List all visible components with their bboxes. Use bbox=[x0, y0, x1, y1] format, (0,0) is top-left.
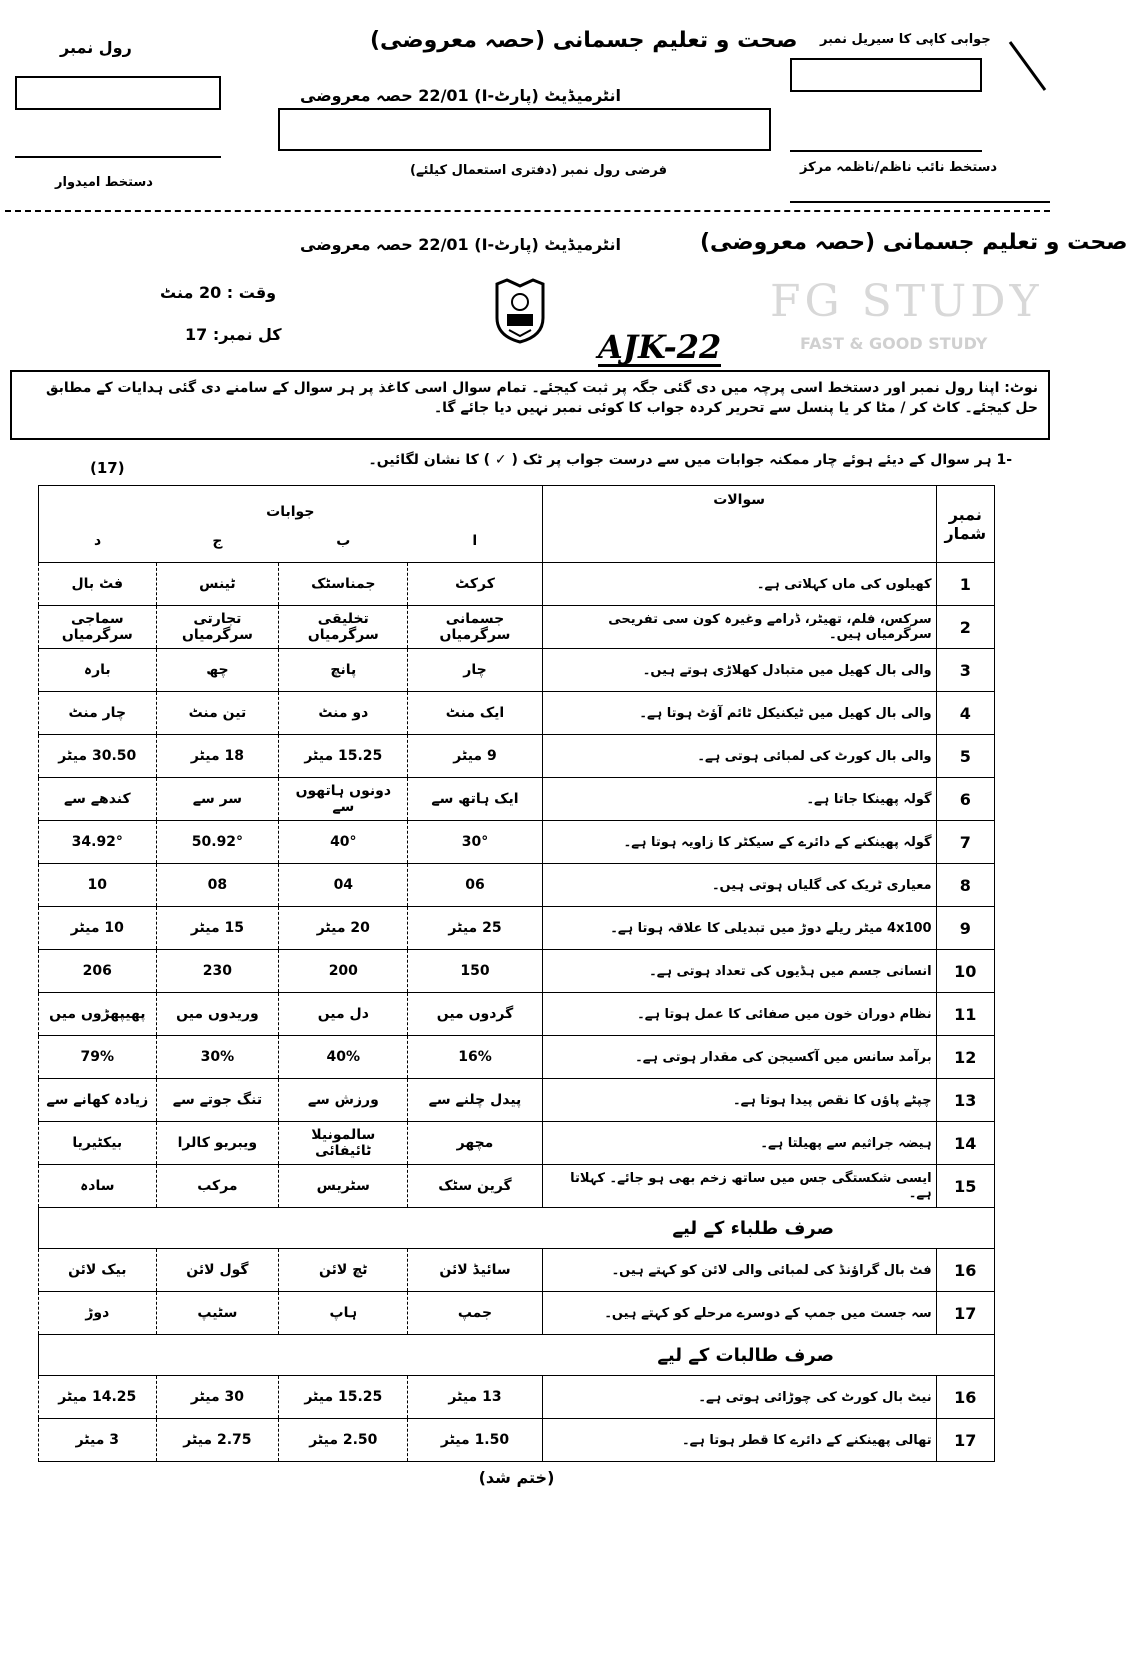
question-row bbox=[39, 649, 995, 692]
question-text: گولہ پھینکا جاتا ہے۔ bbox=[542, 778, 936, 821]
answer-option-a[interactable]: 9 میٹر bbox=[408, 735, 542, 778]
paper-title: صحت و تعلیم جسمانی (حصہ معروضی) bbox=[700, 230, 1127, 255]
answer-option-d[interactable]: بارہ bbox=[39, 649, 157, 692]
answer-option-c[interactable]: چھ bbox=[156, 649, 279, 692]
answer-option-d[interactable]: 10 bbox=[39, 864, 157, 907]
table-header-row bbox=[39, 486, 995, 521]
question-number: 6 bbox=[936, 778, 994, 821]
question-text: معیاری ٹریک کی گلیاں ہوتی ہیں۔ bbox=[542, 864, 936, 907]
divider-line bbox=[790, 201, 1050, 203]
answer-option-b[interactable]: دونوں ہاتھوں سے bbox=[279, 778, 408, 821]
question-text: فٹ بال گراؤنڈ کی لمبائی والی لائن کو کہتے ہیں۔ bbox=[542, 1249, 936, 1292]
answer-option-d[interactable]: 206 bbox=[39, 950, 157, 993]
question-row bbox=[39, 993, 995, 1036]
answer-option-b[interactable]: 2.50 میٹر bbox=[279, 1419, 408, 1462]
serial-label: جوابی کاپی کا سیریل نمبر bbox=[820, 32, 991, 47]
instructions-note: نوٹ: اپنا رول نمبر اور دستخط اسی پرچہ میں دی گئی جگہ پر ثبت کیجئے۔ تمام سوال اسی کاغذ پر ہر سوال کے سامنے دی گئی ہدایات کے مطابق حل کیجئے۔ کاٹ کر / مٹا کر یا پنسل سے تحریر کردہ جواب کا کوئی نمبر نہیں دیا جائے گا۔ bbox=[10, 370, 1050, 440]
section-header-row bbox=[39, 1335, 995, 1376]
answer-option-d[interactable]: بیک لائن bbox=[39, 1249, 157, 1292]
question-row bbox=[39, 692, 995, 735]
answer-option-a[interactable]: پیدل چلنے سے bbox=[408, 1079, 542, 1122]
answer-option-c[interactable]: سٹیپ bbox=[156, 1292, 279, 1335]
fake-roll-label: فرضی رول نمبر (دفتری استعمال کیلئے) bbox=[410, 163, 668, 178]
option-d-label: د bbox=[39, 520, 157, 563]
question-text: والی بال کھیل میں متبادل کھلاڑی ہوتے ہیں۔ bbox=[542, 649, 936, 692]
answer-option-d[interactable]: سماجی سرگرمیاں bbox=[39, 606, 157, 649]
handwritten-code: AJK-22 bbox=[598, 328, 722, 366]
answer-option-b[interactable]: پانچ bbox=[279, 649, 408, 692]
question-row bbox=[39, 778, 995, 821]
answer-option-b[interactable]: تخلیقی سرگرمیاں bbox=[279, 606, 408, 649]
answer-option-a[interactable]: 1.50 میٹر bbox=[408, 1419, 542, 1462]
top-title: صحت و تعلیم جسمانی (حصہ معروضی) bbox=[370, 28, 798, 53]
question-text: تھالی پھینکنے کے دائرے کا قطر ہوتا ہے۔ bbox=[542, 1419, 936, 1462]
answer-option-a[interactable]: 25 میٹر bbox=[408, 907, 542, 950]
roll-no-label: رول نمبر bbox=[60, 38, 132, 57]
question-row bbox=[39, 864, 995, 907]
question-number: 14 bbox=[936, 1122, 994, 1165]
question-row bbox=[39, 606, 995, 649]
board-logo-icon bbox=[493, 278, 547, 344]
answer-option-a[interactable]: گردوں میں bbox=[408, 993, 542, 1036]
question-number: 11 bbox=[936, 993, 994, 1036]
question-text: گولہ پھینکنے کے دائرے کے سیکٹر کا زاویہ ہوتا ہے۔ bbox=[542, 821, 936, 864]
section-title: صرف طلباء کے لیے bbox=[39, 1208, 995, 1249]
question-number: 17 bbox=[936, 1292, 994, 1335]
question-row bbox=[39, 1292, 995, 1335]
answer-option-b[interactable]: جمناسٹک bbox=[279, 563, 408, 606]
question-number: 4 bbox=[936, 692, 994, 735]
question-number: 2 bbox=[936, 606, 994, 649]
answer-option-a[interactable]: گرین سٹک bbox=[408, 1165, 542, 1208]
question-text: انسانی جسم میں ہڈیوں کی تعداد ہوتی ہے۔ bbox=[542, 950, 936, 993]
header-number: نمبر شمار bbox=[936, 486, 994, 563]
answer-option-b[interactable]: ورزش سے bbox=[279, 1079, 408, 1122]
answer-option-d[interactable]: زیادہ کھانے سے bbox=[39, 1079, 157, 1122]
answer-option-a[interactable]: 06 bbox=[408, 864, 542, 907]
question-text: ہیضہ جراثیم سے پھیلتا ہے۔ bbox=[542, 1122, 936, 1165]
answer-option-a[interactable]: 13 میٹر bbox=[408, 1376, 542, 1419]
answer-option-c[interactable]: مرکب bbox=[156, 1165, 279, 1208]
question-number: 9 bbox=[936, 907, 994, 950]
answer-option-c[interactable]: تین منٹ bbox=[156, 692, 279, 735]
question-number: 1 bbox=[936, 563, 994, 606]
question-number: 12 bbox=[936, 1036, 994, 1079]
answer-option-a[interactable]: جمپ bbox=[408, 1292, 542, 1335]
slash-mark bbox=[1005, 38, 1050, 94]
answer-option-c[interactable]: 30 میٹر bbox=[156, 1376, 279, 1419]
answer-option-b[interactable]: 15.25 میٹر bbox=[279, 735, 408, 778]
question-row bbox=[39, 1419, 995, 1462]
mcq-table bbox=[38, 485, 995, 1462]
question-number: 3 bbox=[936, 649, 994, 692]
roll-no-field[interactable] bbox=[15, 76, 221, 110]
question-number: 8 bbox=[936, 864, 994, 907]
answer-option-a[interactable]: 30° bbox=[408, 821, 542, 864]
answer-option-c[interactable]: گول لائن bbox=[156, 1249, 279, 1292]
answer-option-b[interactable]: 15.25 میٹر bbox=[279, 1376, 408, 1419]
answer-option-c[interactable]: وریدوں میں bbox=[156, 993, 279, 1036]
candidate-sign-label: دستخط امیدوار bbox=[55, 175, 153, 190]
answer-option-d[interactable]: پھیپھڑوں میں bbox=[39, 993, 157, 1036]
fake-roll-field[interactable] bbox=[278, 108, 771, 151]
question-number: 17 bbox=[936, 1419, 994, 1462]
question-text: والی بال کھیل میں ٹیکنیکل ٹائم آؤٹ ہوتا ہے۔ bbox=[542, 692, 936, 735]
answer-option-d[interactable]: بیکٹیریا bbox=[39, 1122, 157, 1165]
answer-option-c[interactable]: 18 میٹر bbox=[156, 735, 279, 778]
answer-option-a[interactable]: جسمانی سرگرمیاں bbox=[408, 606, 542, 649]
answer-option-a[interactable]: 150 bbox=[408, 950, 542, 993]
question-row bbox=[39, 1249, 995, 1292]
question-number: 10 bbox=[936, 950, 994, 993]
end-marker: (ختم شد) bbox=[478, 1468, 555, 1487]
question-text: ایسی شکستگی جس میں ساتھ زخم بھی ہو جائے۔ کہلاتا ہے۔ bbox=[542, 1165, 936, 1208]
question-text: 4x100 میٹر ریلے دوڑ میں تبدیلی کا علاقہ ہوتا ہے۔ bbox=[542, 907, 936, 950]
answer-option-a[interactable]: چار bbox=[408, 649, 542, 692]
option-a-label: ا bbox=[408, 520, 542, 563]
question-row bbox=[39, 735, 995, 778]
answer-option-c[interactable]: 230 bbox=[156, 950, 279, 993]
answer-option-b[interactable]: دو منٹ bbox=[279, 692, 408, 735]
question-row bbox=[39, 1122, 995, 1165]
answer-option-d[interactable]: 10 میٹر bbox=[39, 907, 157, 950]
answer-option-c[interactable]: ٹینس bbox=[156, 563, 279, 606]
answer-option-a[interactable]: ایک ہاتھ سے bbox=[408, 778, 542, 821]
option-c-label: ج bbox=[212, 533, 223, 549]
answer-option-b[interactable]: 04 bbox=[279, 864, 408, 907]
answer-option-b[interactable]: ہاپ bbox=[279, 1292, 408, 1335]
question-row bbox=[39, 1165, 995, 1208]
section-header-row bbox=[39, 1208, 995, 1249]
answer-option-d[interactable]: کندھے سے bbox=[39, 778, 157, 821]
answer-option-b[interactable]: سالمونیلا ٹائیفائی bbox=[279, 1122, 408, 1165]
question-number: 13 bbox=[936, 1079, 994, 1122]
answer-option-a[interactable]: سائیڈ لائن bbox=[408, 1249, 542, 1292]
question-number: 16 bbox=[936, 1249, 994, 1292]
answer-option-c[interactable]: 08 bbox=[156, 864, 279, 907]
answer-option-b[interactable]: 200 bbox=[279, 950, 408, 993]
question-text: سرکس، فلم، تھیٹر، ڈرامے وغیرہ کون سی تفریحی سرگرمیاں ہیں۔ bbox=[542, 606, 936, 649]
question-number: 5 bbox=[936, 735, 994, 778]
answer-option-c[interactable]: تجارتی سرگرمیاں bbox=[156, 606, 279, 649]
section-title: صرف طالبات کے لیے bbox=[39, 1335, 995, 1376]
candidate-sign-line bbox=[15, 156, 221, 158]
answer-option-a[interactable]: ایک منٹ bbox=[408, 692, 542, 735]
answer-option-c[interactable]: 50.92° bbox=[156, 821, 279, 864]
answer-option-b[interactable]: دل میں bbox=[279, 993, 408, 1036]
question-row bbox=[39, 1036, 995, 1079]
question1-instruction: -1 ہر سوال کے دیئے ہوئے چار ممکنہ جوابات میں سے درست جواب پر ٹک ( ✓ ) کا نشان لگائیں۔ bbox=[368, 452, 1012, 468]
watermark-sub: FAST & GOOD STUDY bbox=[800, 334, 988, 353]
answer-option-c[interactable]: تنگ جوتے سے bbox=[156, 1079, 279, 1122]
answer-option-d[interactable]: 79% bbox=[39, 1036, 157, 1079]
answer-option-d[interactable]: 3 میٹر bbox=[39, 1419, 157, 1462]
option-b-label: ب bbox=[336, 533, 351, 549]
question-row bbox=[39, 821, 995, 864]
question-text: کھیلوں کی ماں کہلاتی ہے۔ bbox=[542, 563, 936, 606]
answer-option-b[interactable]: 40° bbox=[279, 821, 408, 864]
question-text: والی بال کورٹ کی لمبائی ہوتی ہے۔ bbox=[542, 735, 936, 778]
question-text: برآمد سانس میں آکسیجن کی مقدار ہوتی ہے۔ bbox=[542, 1036, 936, 1079]
top-subtitle: انٹرمیڈیٹ (پارٹ-I) 22/01 حصہ معروضی bbox=[300, 86, 621, 105]
answer-option-b[interactable]: 20 میٹر bbox=[279, 907, 408, 950]
answer-option-c[interactable]: 15 میٹر bbox=[156, 907, 279, 950]
question-text: چپٹے پاؤں کا نقص پیدا ہوتا ہے۔ bbox=[542, 1079, 936, 1122]
answer-option-b[interactable]: سٹریس bbox=[279, 1165, 408, 1208]
question-number: 7 bbox=[936, 821, 994, 864]
answer-option-c[interactable]: سر سے bbox=[156, 778, 279, 821]
answer-option-a[interactable]: کرکٹ bbox=[408, 563, 542, 606]
question-text: نظام دوران خون میں صفائی کا عمل ہوتا ہے۔ bbox=[542, 993, 936, 1036]
answer-option-a[interactable]: مچھر bbox=[408, 1122, 542, 1165]
tear-line bbox=[5, 210, 1050, 212]
answer-option-d[interactable]: 34.92° bbox=[39, 821, 157, 864]
watermark: FG STUDY bbox=[770, 276, 1043, 327]
time-allowed: وقت : 20 منٹ bbox=[160, 283, 277, 302]
question-number: 16 bbox=[936, 1376, 994, 1419]
question-row bbox=[39, 563, 995, 606]
answer-option-d[interactable]: فٹ بال bbox=[39, 563, 157, 606]
question1-marks: (17) bbox=[90, 459, 125, 477]
question-text: سہ جست میں جمپ کے دوسرے مرحلے کو کہتے ہیں۔ bbox=[542, 1292, 936, 1335]
answer-option-c[interactable]: 2.75 میٹر bbox=[156, 1419, 279, 1462]
header-answers: جوابات bbox=[39, 486, 543, 521]
question-row bbox=[39, 950, 995, 993]
paper-subtitle: انٹرمیڈیٹ (پارٹ-I) 22/01 حصہ معروضی bbox=[300, 235, 621, 254]
question-text: نیٹ بال کورٹ کی چوڑائی ہوتی ہے۔ bbox=[542, 1376, 936, 1419]
answer-option-c[interactable]: ویبریو کالرا bbox=[156, 1122, 279, 1165]
supervisor-sign-label: دستخط نائب ناظم/ناظمہ مرکز bbox=[800, 160, 998, 175]
answer-option-a[interactable]: 16% bbox=[408, 1036, 542, 1079]
total-marks: کل نمبر: 17 bbox=[185, 325, 282, 344]
answer-option-d[interactable]: 14.25 میٹر bbox=[39, 1376, 157, 1419]
answer-option-b[interactable]: ٹچ لائن bbox=[279, 1249, 408, 1292]
mcq-section bbox=[38, 485, 995, 1487]
answer-option-d[interactable]: سادہ bbox=[39, 1165, 157, 1208]
supervisor-sign-line bbox=[790, 150, 982, 152]
answer-option-b[interactable]: 40% bbox=[279, 1036, 408, 1079]
answer-option-d[interactable]: دوڑ bbox=[39, 1292, 157, 1335]
answer-option-c[interactable]: 30% bbox=[156, 1036, 279, 1079]
serial-field[interactable] bbox=[790, 58, 982, 92]
question-row bbox=[39, 1079, 995, 1122]
question-number: 15 bbox=[936, 1165, 994, 1208]
question-row bbox=[39, 907, 995, 950]
answer-option-d[interactable]: 30.50 میٹر bbox=[39, 735, 157, 778]
answer-option-d[interactable]: چار منٹ bbox=[39, 692, 157, 735]
question-row bbox=[39, 1376, 995, 1419]
header-questions: سوالات bbox=[542, 486, 936, 563]
